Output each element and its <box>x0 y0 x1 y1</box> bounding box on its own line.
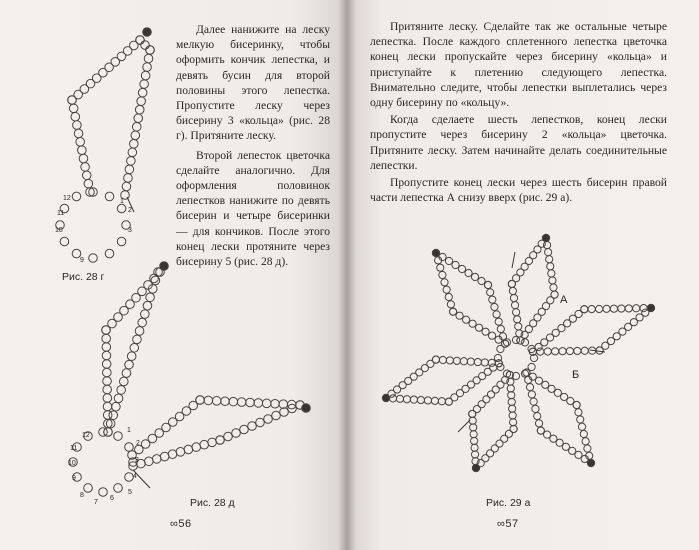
fig-28d-petal-bead <box>102 360 111 369</box>
fig-28d-petal-bead <box>141 310 150 319</box>
fig-28d-petal-bead <box>130 343 139 352</box>
fig-29a-petal-bead <box>574 347 581 354</box>
fig-29a-arrow <box>512 252 515 268</box>
fig-28g-ring-number: 3 <box>128 227 132 234</box>
right-page-number <box>497 518 519 530</box>
fig-29a-petal-bead <box>514 316 521 323</box>
fig-29a-petal-bead <box>470 431 477 438</box>
fig-28d-petal-bead <box>133 335 142 344</box>
fig-28g-petal-bead <box>134 114 143 123</box>
fig-28g-caption: Рис. 28 г <box>62 271 105 283</box>
fig-28d-ring-number: 3 <box>135 457 139 464</box>
fig-29a-petal-bead <box>488 332 495 339</box>
fig-29a-petal-bead <box>625 305 632 312</box>
fig-28d-petal-bead <box>102 334 111 343</box>
fig-28d-petal-bead <box>103 377 112 386</box>
fig-29a-tip-bead <box>542 234 549 241</box>
fig-29a-petal-bead <box>532 405 539 412</box>
fig-29a-petal-bead <box>510 419 517 426</box>
fig-29a-petal-bead <box>469 417 476 424</box>
fig-29a-petal-bead <box>403 396 410 403</box>
fig-28d-petal-bead <box>216 436 225 445</box>
fig-28d-petal-bead <box>262 399 271 408</box>
fig-28d-petal-bead <box>103 402 112 411</box>
fig-28g-ring-bead <box>117 237 126 246</box>
fig-29a-petal-bead <box>467 358 474 365</box>
fig-29a-arrow <box>458 420 470 432</box>
fig-28g-petal-bead <box>143 63 152 72</box>
right-page-number-value: 57 <box>505 518 519 530</box>
fig-28g-ring-bead <box>72 192 81 201</box>
fig-29a-petal-bead <box>511 302 518 309</box>
fig-29a-petal-bead <box>580 430 587 437</box>
fig-29a-tip-bead <box>432 249 439 256</box>
fig-28d-petal-bead <box>184 445 193 454</box>
fig-29a-petal-bead <box>528 391 535 398</box>
page-number-ornament-icon: ∞ <box>170 518 179 530</box>
fig-28g-petal-bead <box>79 154 88 163</box>
fig-29a-petal-bead <box>447 301 454 308</box>
fig-28d-ring-number: 6 <box>110 495 114 502</box>
fig-28d-petal-bead <box>256 418 265 427</box>
fig-29a-petal-bead <box>439 356 446 363</box>
fig-28g-petal-bead <box>84 179 93 188</box>
fig-28d-petal-bead <box>125 360 134 369</box>
fig-29a-petal-bead <box>588 306 595 313</box>
fig-29a-petal-bead <box>471 444 478 451</box>
fig-29a-petal-bead <box>437 264 444 271</box>
fig-28g-petal-bead <box>141 41 150 50</box>
fig-29a-petal-bead <box>510 294 517 301</box>
fig-28d-petal-bead <box>138 318 147 327</box>
fig-29a-petal-bead <box>462 316 469 323</box>
left-page-number <box>170 518 192 530</box>
fig-29a-petal-bead <box>491 303 498 310</box>
fig-28d-petal-bead <box>135 327 144 336</box>
fig-29a-petal-bead <box>548 270 555 277</box>
fig-29a-petal-bead <box>443 286 450 293</box>
fig-29a-petal-bead <box>484 281 491 288</box>
fig-28d-petal-bead <box>114 394 123 403</box>
fig-28d-petal-bead <box>254 399 263 408</box>
fig-29a-petal-bead <box>417 396 424 403</box>
fig-28g-petal-bead <box>122 182 131 191</box>
fig-28g-ring-number: 1 <box>120 198 124 205</box>
fig-28d-petal-bead <box>208 438 217 447</box>
fig-29a-petal-bead <box>509 287 516 294</box>
fig-28d-petal-bead <box>112 402 121 411</box>
fig-29a-petal-bead <box>633 305 640 312</box>
fig-29a-petal-bead <box>535 420 542 427</box>
fig-29a-petal-bead <box>389 395 396 402</box>
fig-28d-petal-bead <box>196 396 205 405</box>
fig-28d-ring-number: 8 <box>80 492 84 499</box>
fig-28d-ring-bead <box>99 428 108 437</box>
fig-28g-ring-number: 10 <box>55 227 63 234</box>
fig-29a-petal-bead <box>526 384 533 391</box>
fig-28g-petal-bead <box>131 131 140 140</box>
fig-28g-petal-bead <box>137 97 146 106</box>
fig-28d-tip-bead <box>160 262 169 271</box>
fig-28g-ring-number: 11 <box>57 210 65 217</box>
fig-29a-tip-bead <box>647 304 654 311</box>
fig-29a-petal-bead <box>508 398 515 405</box>
fig-29a-petal-bead <box>469 410 476 417</box>
fig-29a-petal-bead <box>551 291 558 298</box>
fig-29a-petal-bead <box>547 263 554 270</box>
fig-29a-petal-bead <box>530 398 537 405</box>
fig-28g-petal-bead <box>140 80 149 89</box>
fig-28d-petal-bead <box>237 398 246 407</box>
fig-28d-ring-number: 12 <box>82 432 90 439</box>
fig-28d-petal-bead <box>240 425 249 434</box>
fig-28d-petal-bead <box>160 452 169 461</box>
fig-28d-petal-bead <box>103 385 112 394</box>
fig-28g-petal-bead <box>135 105 144 114</box>
fig-29a-petal-bead <box>488 359 495 366</box>
fig-29a-petal-bead <box>481 359 488 366</box>
fig-29a-petal-bead <box>478 277 485 284</box>
fig-28g-ring-bead <box>105 249 114 258</box>
fig-28d-ring-bead <box>125 443 134 452</box>
fig-28d-ring-number: 5 <box>128 489 132 496</box>
fig-29a-petal-bead <box>603 305 610 312</box>
fig-28d-ring-number: 7 <box>94 499 98 506</box>
fig-28g-petal-bead <box>146 46 155 55</box>
fig-29a-petal-bead <box>550 284 557 291</box>
fig-28d-petal-bead <box>271 399 280 408</box>
fig-28d-petal-bead <box>143 301 152 310</box>
fig-29a-petal-bead <box>573 401 580 408</box>
fig-28d-petal-bead <box>200 440 209 449</box>
fig-28g-petal-bead <box>132 122 141 131</box>
fig-28d-petal-bead <box>102 351 111 360</box>
fig-28d-petal-bead <box>103 368 112 377</box>
fig-28d-ring-number: 1 <box>127 427 131 434</box>
fig-28d-petal-bead <box>221 397 230 406</box>
fig-28d-petal-bead <box>127 352 136 361</box>
fig-28d-ring-number: 9 <box>72 475 76 482</box>
fig-29a-petal-bead <box>439 271 446 278</box>
fig-29a-petal-bead <box>424 397 431 404</box>
fig-29a-petal-bead <box>517 337 524 344</box>
right-paragraph-1: Притяните леску. Сделайте так же остальные четыре лепестка. После каждого сплетенного лепестка цветочка конец лески пропускайте через бисерину «кольца» и приступайте к плетению следующего лепестка. Внимательно следите, чтобы лепестки выплетались через одну бисерину по «кольцу». <box>370 20 667 110</box>
fig-29a-petal-bead <box>460 358 467 365</box>
fig-28g-petal-bead <box>124 174 133 183</box>
fig-29a-petal-bead <box>471 437 478 444</box>
fig-28g-ring-bead <box>117 204 126 213</box>
fig-28g-ring-number: 9 <box>80 257 84 264</box>
fig-28g-ring-bead <box>89 254 98 263</box>
fig-29a-petal-bead <box>549 277 556 284</box>
fig-29a-petal-bead <box>438 398 445 405</box>
fig-29a-tip-bead <box>587 459 594 466</box>
fig-28d-caption: Рис. 28 д <box>190 497 235 509</box>
fig-29a-petal-bead <box>449 308 456 315</box>
fig-29a-petal-bead <box>582 438 589 445</box>
fig-28d-petal-bead <box>176 448 185 457</box>
fig-29a-petal-bead <box>507 385 514 392</box>
fig-28d-petal-bead <box>152 455 161 464</box>
fig-29a-petal-bead <box>509 412 516 419</box>
page-number-ornament-icon: ∞ <box>497 518 506 530</box>
fig-29a-tip-bead <box>382 394 389 401</box>
fig-28g-petal-bead <box>144 54 153 63</box>
fig-28d-ring-bead <box>84 484 93 493</box>
fig-28d-ring-number: 2 <box>136 440 140 447</box>
fig-29a-petal-bead <box>471 451 478 458</box>
fig-29a-petal-bead <box>458 265 465 272</box>
fig-28d-petal-bead <box>145 457 154 466</box>
fig-28d-petal-bead <box>224 432 233 441</box>
fig-28d-ring-bead <box>114 484 123 493</box>
fig-29a-petal-bead <box>452 261 459 268</box>
fig-28g-petal-bead <box>73 121 82 130</box>
fig-29a-petal-bead <box>509 405 516 412</box>
fig-29a-petal-bead <box>596 305 603 312</box>
fig-28g-petal-bead <box>81 163 90 172</box>
fig-28g-ring-bead <box>60 237 69 246</box>
fig-29a-petal-bead <box>546 256 553 263</box>
fig-29a-petal-bead <box>515 323 522 330</box>
fig-29a-petal-bead <box>453 357 460 364</box>
fig-29a-petal-bead <box>475 324 482 331</box>
fig-28d-petal-bead <box>103 411 112 420</box>
fig-29a-petal-bead <box>577 416 584 423</box>
fig-28d-ring-number: 10 <box>68 460 76 467</box>
fig-29a-ring-bead <box>521 339 528 346</box>
fig-28d-ring-bead <box>114 432 123 441</box>
fig-28g-tip-bead <box>143 28 152 37</box>
fig-28d-petal-bead <box>280 408 289 417</box>
fig-29a-petal-bead <box>508 392 515 399</box>
fig-28g-petal-bead <box>128 148 137 157</box>
fig-29a-petal-bead <box>610 305 617 312</box>
fig-28d-tip-bead <box>302 404 311 413</box>
fig-28d-petal-bead <box>168 450 177 459</box>
fig-28g-petal-bead <box>127 157 136 166</box>
fig-29a-petal-bead <box>482 328 489 335</box>
fig-28d-petal-bead <box>104 428 113 437</box>
fig-28d-petal-bead <box>204 396 213 405</box>
right-paragraph-3: Пропустите конец лески через шесть бисерин правой части лепестка А снизу вверх (рис. 29 а). <box>370 176 667 205</box>
fig-28d-petal-bead <box>103 394 112 403</box>
fig-29a-label-b: Б <box>572 369 580 381</box>
fig-29a-petal-bead <box>487 289 494 296</box>
fig-29a-petal-bead <box>545 249 552 256</box>
fig-29a-petal-bead <box>581 306 588 313</box>
fig-29a-petal-bead <box>640 305 647 312</box>
fig-29a-petal-bead <box>469 320 476 327</box>
fig-29a-petal-bead <box>470 424 477 431</box>
fig-28g-petal-bead <box>71 112 80 121</box>
fig-29a-petal-bead <box>456 312 463 319</box>
fig-29a-petal-bead <box>618 305 625 312</box>
fig-29a-tip-bead <box>472 464 479 471</box>
fig-28g-ring-bead <box>105 192 114 201</box>
fig-28d-ring-bead <box>125 473 134 482</box>
fig-28g-petal-bead <box>82 171 91 180</box>
fig-28d-ring-number: 4 <box>133 473 137 480</box>
fig-28d-ring-number: 11 <box>70 445 78 452</box>
fig-29a-petal-bead <box>441 279 448 286</box>
fig-28g-petal-bead <box>136 36 145 45</box>
fig-28d-petal-bead <box>264 415 273 424</box>
right-paragraph-2: Когда сделаете шесть лепестков, конец лески пропустите через бисерину 2 «кольца» цветочка. Притяните леску. Затем начинайте делать соединительные лепестки. <box>370 113 667 172</box>
fig-29a-petal-bead <box>410 396 417 403</box>
fig-29a-petal-bead <box>445 257 452 264</box>
fig-28d-petal-bead <box>117 386 126 395</box>
fig-28g-petal-bead <box>76 138 85 147</box>
fig-29a-petal-bead <box>489 296 496 303</box>
fig-29a-petal-bead <box>501 340 508 347</box>
fig-28d-petal-bead <box>279 400 288 409</box>
fig-29a-petal-bead <box>445 293 452 300</box>
fig-28g-ring-number: 12 <box>63 195 71 202</box>
fig-29a-petal-bead <box>495 318 502 325</box>
left-paragraph-2: Второй лепесток цветочка сделайте аналогично. Для оформления половинок лепестков нанижите по девять бисерин и четыре бисеринки — для кончиков. После этого конец лески протяните через бисерину 5 (рис. 28 д). <box>176 148 330 269</box>
fig-28d-petal-bead <box>232 429 241 438</box>
fig-28d-petal-bead <box>122 369 131 378</box>
fig-29a-petal-bead <box>465 269 472 276</box>
fig-29a-petal-bead <box>431 397 438 404</box>
left-page-number-value: 56 <box>178 518 192 530</box>
fig-28g-petal-bead <box>141 71 150 80</box>
fig-29a-petal-bead <box>584 445 591 452</box>
left-paragraph-1: Далее нанижите на леску мелкую бисеринку, чтобы оформить кончик лепестка, и девять бусин для второй половины этого лепестка. Пропустите леску через бисерину 3 «кольца» (рис. 28 г). Притяните леску. <box>176 23 330 143</box>
fig-29a-petal-bead <box>396 395 403 402</box>
fig-29a-petal-bead <box>534 413 541 420</box>
fig-29a-caption: Рис. 29 а <box>486 497 531 509</box>
fig-28g-petal-bead <box>69 104 78 113</box>
fig-28d-petal-bead <box>246 398 255 407</box>
fig-28g-petal-bead <box>130 140 139 149</box>
fig-29a-petal-bead <box>544 348 551 355</box>
fig-29a-petal-bead <box>575 409 582 416</box>
fig-29a-petal-bead <box>493 311 500 318</box>
fig-29a-label-a: А <box>560 294 568 306</box>
fig-28g-petal-bead <box>78 146 87 155</box>
fig-28g-petal-bead <box>125 165 134 174</box>
fig-28d-petal-bead <box>212 397 221 406</box>
fig-28d-petal-bead <box>192 443 201 452</box>
fig-29a-petal-bead <box>445 398 452 405</box>
fig-28d-petal-bead <box>229 397 238 406</box>
fig-29a-petal-bead <box>552 348 559 355</box>
fig-28d-petal-bead <box>248 422 257 431</box>
fig-28g-petal-bead <box>74 129 83 138</box>
fig-29a-petal-bead <box>578 423 585 430</box>
fig-29a-petal-bead <box>471 273 478 280</box>
fig-29a-petal-bead <box>537 348 544 355</box>
fig-28d-petal-bead <box>146 293 155 302</box>
fig-29a-petal-bead <box>559 348 566 355</box>
fig-29a-petal-bead <box>513 309 520 316</box>
fig-29a-petal-bead <box>446 357 453 364</box>
fig-29a-petal-bead <box>581 347 588 354</box>
fig-28d-petal-bead <box>119 377 128 386</box>
fig-28d-ring-bead <box>99 488 108 497</box>
fig-28d-petal-bead <box>102 343 111 352</box>
fig-28g-petal-bead <box>138 88 147 97</box>
fig-29a-petal-bead <box>474 358 481 365</box>
fig-28d-petal-bead <box>272 411 281 420</box>
fig-29a-petal-bead <box>566 347 573 354</box>
fig-29a-petal-bead <box>497 325 504 332</box>
fig-28g-ring-number: 2 <box>128 207 132 214</box>
